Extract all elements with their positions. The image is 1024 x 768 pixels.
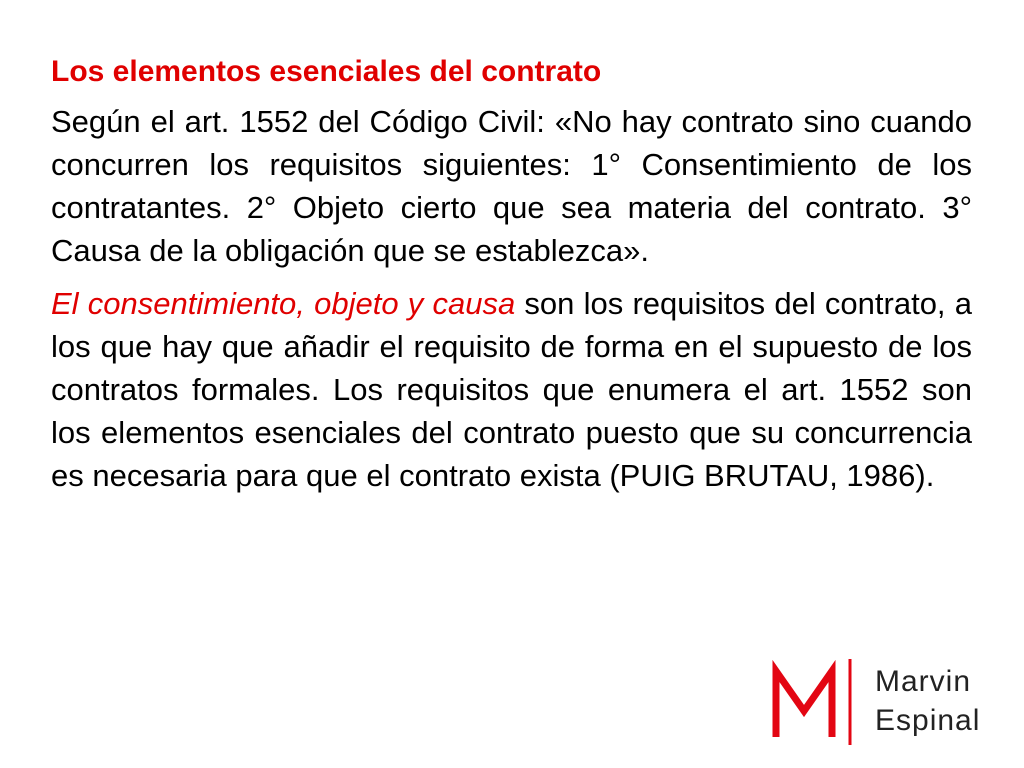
slide-title: Los elementos esenciales del contrato <box>51 55 602 88</box>
m-monogram-stroke <box>776 671 832 737</box>
logo-name-line2: Espinal <box>875 704 981 737</box>
logo-name-line1: Marvin <box>875 665 972 698</box>
m-monogram-icon <box>770 657 860 747</box>
marvin-espinal-logo <box>770 657 1000 747</box>
paragraph-2 <box>51 282 972 497</box>
paragraph-2-emphasis: El consentimiento, objeto y causa <box>51 286 516 321</box>
slide-content <box>51 50 972 497</box>
paragraph-1: Según el art. 1552 del Código Civil: «No hay contrato sino cuando concurren los requisitos siguientes: 1° Consentimiento de los contratantes. 2° Objeto cierto que sea materia del contrato. 3° Causa de la obligación que se establezca». <box>51 104 972 268</box>
paragraph-2-text: son los requisitos del contrato, a los que hay que añadir el requisito de forma en el supuesto de los contratos formales. Los requisitos que enumera el art. 1552 son los elementos esenciales del contrato puesto que su concurrencia es necesaria para que el contrato exista (PUIG BRUTAU, 1986). <box>51 286 972 493</box>
